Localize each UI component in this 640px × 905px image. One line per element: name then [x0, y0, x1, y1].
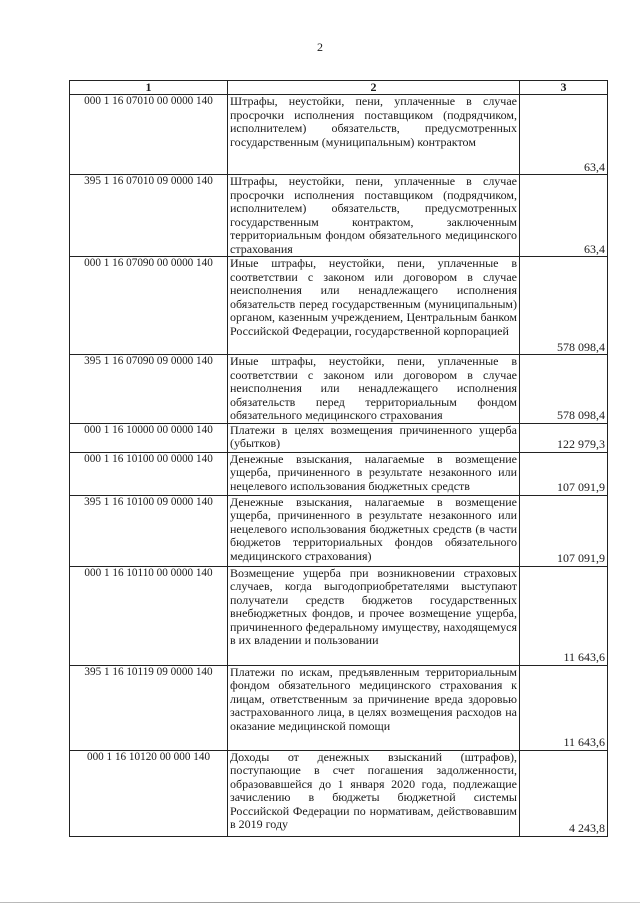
row-name: Денежные взыскания, налагаемые в возмещение ущерба, причиненного в результате незаконного или нецелевого использования бюджетных средств — [228, 452, 520, 495]
budget-revenue-table — [69, 80, 608, 837]
table-row — [70, 423, 608, 452]
row-code: 395 1 16 10100 09 0000 140 — [70, 495, 228, 566]
row-code: 000 1 16 10000 00 0000 140 — [70, 423, 228, 452]
row-sum: 63,4 — [520, 95, 608, 175]
table-row — [70, 566, 608, 665]
column-header-sum: 3 — [520, 81, 608, 95]
column-header-name: 2 — [228, 81, 520, 95]
row-name: Платежи в целях возмещения причиненного ущерба (убытков) — [228, 423, 520, 452]
table-row — [70, 175, 608, 257]
row-code: 395 1 16 07010 09 0000 140 — [70, 175, 228, 257]
table-row — [70, 95, 608, 175]
row-sum: 578 098,4 — [520, 355, 608, 424]
row-name: Иные штрафы, неустойки, пени, уплаченные в соответствии с законом или договором в случае неисполнения или ненадлежащего исполнения обязательств перед государственным (муниципальным) органом, казенным учреждением, Центральным банком Российской Федерации, государственной корпорацией — [228, 257, 520, 355]
row-code: 000 1 16 10120 00 000 140 — [70, 750, 228, 836]
row-name: Иные штрафы, неустойки, пени, уплаченные в соответствии с законом или договором в случае неисполнения или ненадлежащего исполнения обязательств перед территориальным фондом обязательного медицинского страхования — [228, 355, 520, 424]
row-sum: 107 091,9 — [520, 495, 608, 566]
row-code: 000 1 16 10100 00 0000 140 — [70, 452, 228, 495]
row-name: Возмещение ущерба при возникновении страховых случаев, когда выгодоприобретателями выступают получатели средств бюджетов государственных внебюджетных фондов, и прочее возмещение ущерба, причиненного федеральному имуществу, находящемуся в их владении и пользовании — [228, 566, 520, 665]
table-header-row — [70, 81, 608, 95]
table-row — [70, 452, 608, 495]
table-row — [70, 750, 608, 836]
column-header-code: 1 — [70, 81, 228, 95]
row-code: 395 1 16 07090 09 0000 140 — [70, 355, 228, 424]
row-sum: 107 091,9 — [520, 452, 608, 495]
row-sum: 63,4 — [520, 175, 608, 257]
row-name: Платежи по искам, предъявленным территориальным фондом обязательного медицинского страхования к лицам, ответственным за причинение вреда здоровью застрахованного лица, в целях возмещения расходов на оказание медицинской помощи — [228, 665, 520, 750]
row-sum: 11 643,6 — [520, 665, 608, 750]
row-sum: 4 243,8 — [520, 750, 608, 836]
row-sum: 578 098,4 — [520, 257, 608, 355]
scan-edge-line — [0, 902, 640, 903]
table-row — [70, 257, 608, 355]
row-name: Доходы от денежных взысканий (штрафов), поступающие в счет погашения задолженности, образовавшейся до 1 января 2020 года, подлежащие зачислению в бюджеты бюджетной системы Российской Федерации по нормативам, действовавшим в 2019 году — [228, 750, 520, 836]
row-code: 000 1 16 10110 00 0000 140 — [70, 566, 228, 665]
table-row — [70, 665, 608, 750]
row-code: 000 1 16 07090 00 0000 140 — [70, 257, 228, 355]
row-code: 000 1 16 07010 00 0000 140 — [70, 95, 228, 175]
row-name: Штрафы, неустойки, пени, уплаченные в случае просрочки исполнения поставщиком (подрядчиком, исполнителем) обязательств, предусмотренных государственным контрактом, заключенным территориальным фондом обязательного медицинского страхования — [228, 175, 520, 257]
row-sum: 11 643,6 — [520, 566, 608, 665]
row-code: 395 1 16 10119 09 0000 140 — [70, 665, 228, 750]
page-number: 2 — [317, 40, 323, 54]
row-name: Штрафы, неустойки, пени, уплаченные в случае просрочки исполнения поставщиком (подрядчиком, исполнителем) обязательств, предусмотренных государственным (муниципальным) контрактом — [228, 95, 520, 175]
row-name: Денежные взыскания, налагаемые в возмещение ущерба, причиненного в результате незаконного или нецелевого использования бюджетных средств (в части бюджетов территориальных фондов обязательного медицинского страхования) — [228, 495, 520, 566]
row-sum: 122 979,3 — [520, 423, 608, 452]
table-row — [70, 495, 608, 566]
table-row — [70, 355, 608, 424]
